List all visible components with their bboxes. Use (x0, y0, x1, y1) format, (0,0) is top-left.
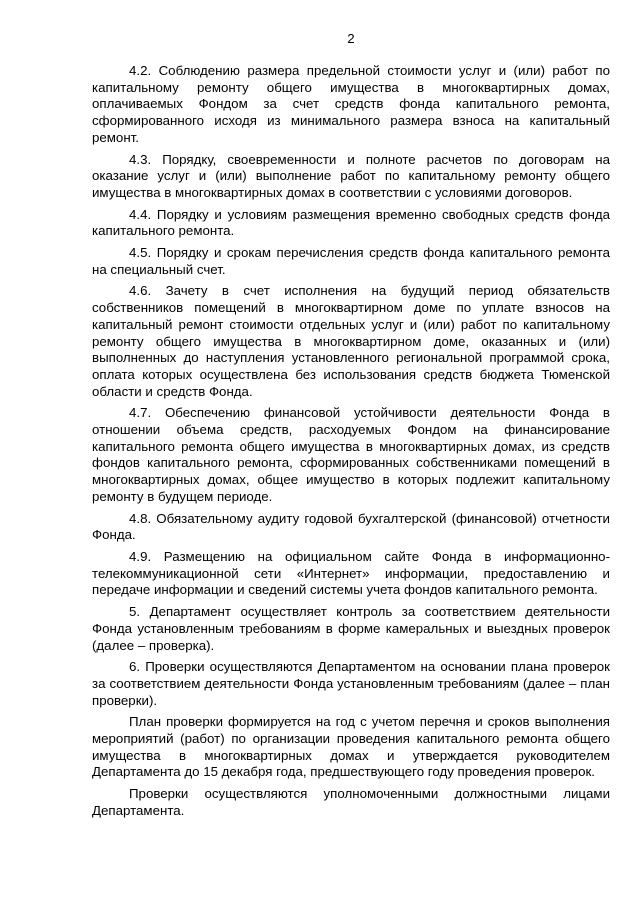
paragraph-4-9: 4.9. Размещению на официальном сайте Фонда в информационно-телекоммуникационной сети «Интернет» информации, предоставлению и передаче информации и сведений системы учета фондов капитального ремонта. (92, 548, 610, 598)
paragraph-4-7: 4.7. Обеспечению финансовой устойчивости деятельности Фонда в отношении объема средств, расходуемых Фондом на финансирование капитального ремонта общего имущества в многоквартирных домах, из средств фондов капитального ремонта, сформированных собственниками помещений в многоквартирных домах, общее имущество в которых подлежит капитальному ремонту в будущем периоде. (92, 405, 610, 504)
paragraph-4-5: 4.5. Порядку и срокам перечисления средств фонда капитального ремонта на специальный счет. (92, 245, 610, 277)
paragraph-5: 5. Департамент осуществляет контроль за соответствием деятельности Фонда установленным требованиям в форме камеральных и выездных проверок (далее – проверка). (92, 604, 610, 653)
paragraph-4-3: 4.3. Порядку, своевременности и полноте расчетов по договорам на оказание услуг и (или) выполнение работ по капитальному ремонту общего имущества в многоквартирных домах в соответствии с условиями договоров. (92, 151, 610, 200)
document-page (92, 0, 610, 905)
document-body (92, 63, 610, 820)
paragraph-4-4: 4.4. Порядку и условиям размещения временно свободных средств фонда капитального ремонта. (92, 206, 610, 239)
page-number: 2 (347, 31, 355, 46)
paragraph-6: 6. Проверки осуществляются Департаментом на основании плана проверок за соответствием деятельности Фонда установленным требованиям (далее – план проверки). (92, 659, 610, 708)
paragraph-4-8: 4.8. Обязательному аудиту годовой бухгалтерской (финансовой) отчетности Фонда. (92, 510, 610, 543)
paragraph-4-6: 4.6. Зачету в счет исполнения на будущий период обязательств собственников помещений в многоквартирном доме по уплате взносов на капитальный ремонт стоимости отдельных услуг и (или) работ по капитальному ремонту общего имущества в многоквартирном доме, оказанных и (или) выполненных до наступления установленного региональной программой срока, оплата которых осуществлена без использования средств бюджета Тюменской области и средств Фонда. (92, 283, 610, 399)
paragraph-4-2: 4.2. Соблюдению размера предельной стоимости услуг и (или) работ по капитальному ремонту общего имущества в многоквартирных домах, оплачиваемых Фондом за счет средств фонда капитального ремонта, сформированного исходя из минимального размера взноса на капитальный ремонт. (92, 63, 610, 145)
paragraph-officials: Проверки осуществляются уполномоченными должностными лицами Департамента. (92, 786, 610, 818)
paragraph-plan: План проверки формируется на год с учетом перечня и сроков выполнения мероприятий (работ) по организации проведения капитального ремонта общего имущества в многоквартирных домах и утверждается руководителем Департамента до 15 декабря года, предшествующего году проведения проверок. (92, 714, 610, 780)
